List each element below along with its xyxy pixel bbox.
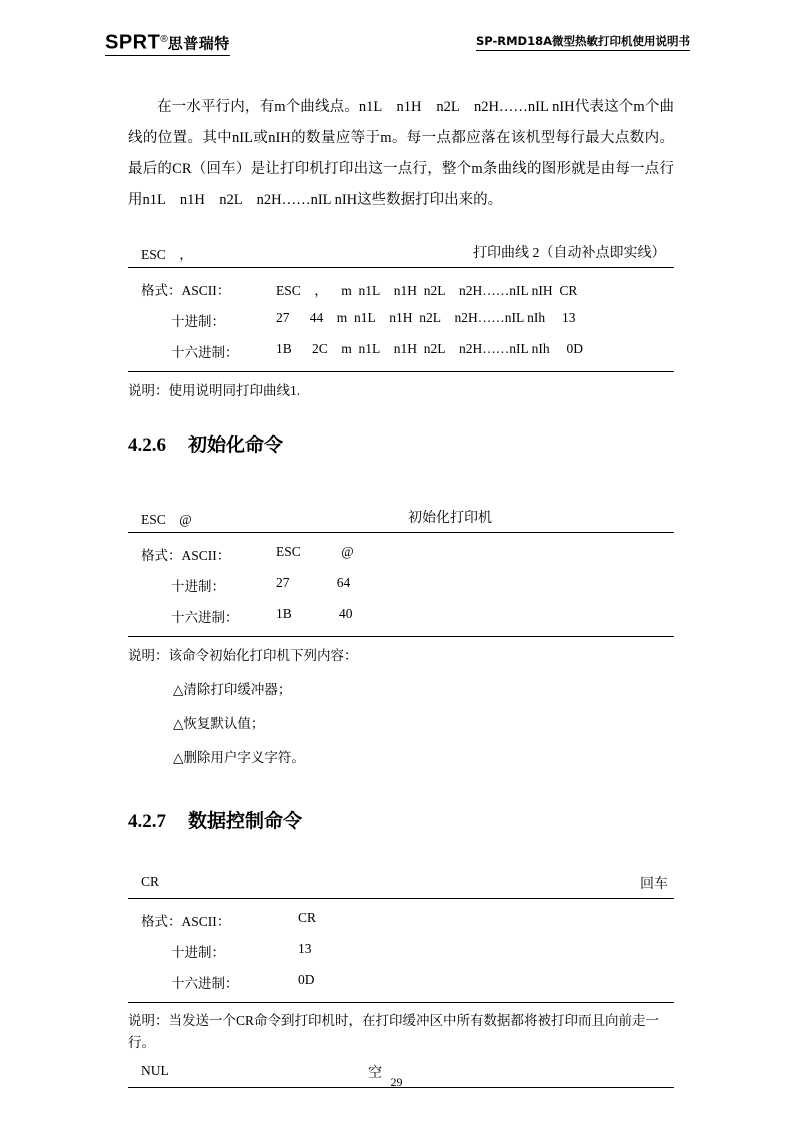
- command-header-row: [128, 505, 674, 533]
- row-values: 0D: [298, 972, 315, 987]
- brand-logo: [105, 30, 230, 56]
- table-row: [128, 304, 674, 335]
- command-note: 说明：使用说明同打印曲线1.: [128, 383, 301, 398]
- command-header-row: [128, 871, 674, 899]
- list-item: △恢复默认值；: [173, 716, 265, 731]
- table-row: [128, 600, 674, 631]
- table-row: [128, 966, 674, 997]
- row-values: 13: [298, 941, 312, 956]
- command-header-row: [128, 240, 674, 268]
- section-heading-427: [128, 806, 674, 833]
- command-body: [128, 533, 674, 637]
- row-label: 十六进制：: [171, 976, 239, 991]
- command-name: ESC ，: [141, 247, 193, 262]
- command-description: 初始化打印机: [408, 511, 492, 526]
- row-values: ESC ， m n1L n1H n2L n2H……nIL nIH CR: [276, 283, 578, 298]
- command-note: 说明：当发送一个CR命令到打印机时，在打印缓冲区中所有数据都将被打印而且向前走一行。: [128, 1013, 660, 1050]
- brand-logo-chinese: 思普瑞特: [167, 34, 230, 53]
- document-title: SP-RMD18A微型热敏打印机使用说明书: [476, 34, 690, 51]
- command-table-cr: [128, 871, 674, 1054]
- command-name: NUL: [141, 1063, 169, 1078]
- table-row: [128, 335, 674, 366]
- row-values: 27 64: [276, 575, 351, 590]
- table-row: [128, 273, 674, 304]
- command-description: 回车: [640, 877, 668, 892]
- table-row: [128, 935, 674, 966]
- section-number: 4.2.7: [128, 811, 166, 832]
- command-description: 打印曲线 2（自动补点即实线）: [473, 246, 666, 261]
- table-row: [128, 538, 674, 569]
- command-table-init-printer: [128, 505, 674, 769]
- table-row: [128, 569, 674, 600]
- list-item: △删除用户字义字符。: [173, 750, 305, 765]
- registered-trademark-icon: ®: [160, 34, 168, 45]
- row-label: 十进制：: [171, 945, 225, 960]
- row-values: CR: [298, 910, 317, 925]
- row-label: 格式：ASCII：: [141, 914, 231, 929]
- section-heading-426: [128, 430, 674, 457]
- row-label: 十进制：: [171, 314, 225, 329]
- command-body: [128, 268, 674, 372]
- brand-logo-text: SPRT: [105, 31, 161, 54]
- row-label: 十六进制：: [171, 610, 239, 625]
- section-number: 4.2.6: [128, 435, 166, 456]
- section-title: 数据控制命令: [188, 810, 303, 832]
- command-description: 空: [368, 1066, 382, 1081]
- row-label: 十六进制：: [171, 345, 239, 360]
- list-item: △清除打印缓冲器；: [173, 682, 292, 697]
- row-values: 1B 40: [276, 606, 353, 621]
- row-values: 1B 2C m n1L n1H n2L n2H……nIL nIh 0D: [276, 341, 583, 356]
- command-name: CR: [141, 874, 160, 889]
- row-label: 十进制：: [171, 579, 225, 594]
- row-label: 格式：ASCII：: [141, 548, 231, 563]
- page-number: 29: [390, 1075, 403, 1089]
- intro-paragraph: 在一水平行内，有m个曲线点。n1L n1H n2L n2H……nIL nIH代表这个m个曲线的位置。其中nIL或nIH的数量应等于m。每一点都应落在该机型每行最大点数内。最后的CR（回车）是让打印机打印出这一点行，整个m条曲线的图形就是由每一点行用n1L n1H n2L n2H……nIL nIH这些数据打印出来的。: [128, 99, 674, 208]
- row-values: ESC @: [276, 544, 354, 559]
- row-values: 27 44 m n1L n1H n2L n2H……nIL nIh 13: [276, 310, 576, 325]
- row-label: 格式：ASCII：: [141, 283, 231, 298]
- command-body: [128, 899, 674, 1003]
- command-note: 说明：该命令初始化打印机下列内容：: [128, 648, 358, 663]
- section-title: 初始化命令: [188, 434, 284, 456]
- command-name: ESC @: [141, 512, 192, 527]
- command-table-print-curve-2: [128, 240, 674, 402]
- table-row: [128, 904, 674, 935]
- page-footer: [0, 1075, 793, 1090]
- document-body: [128, 92, 674, 1088]
- page-header: [105, 30, 690, 56]
